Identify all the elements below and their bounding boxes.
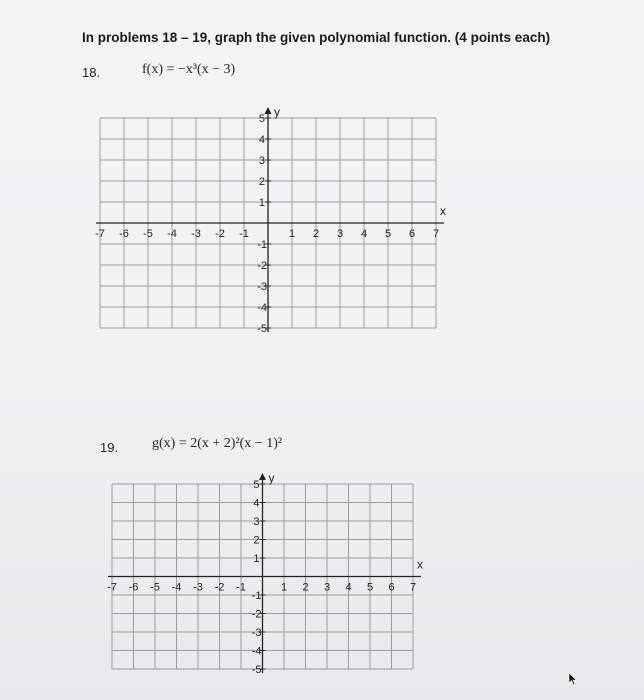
y-tick-label: -1 <box>251 590 262 602</box>
x-tick-label: -5 <box>150 581 160 594</box>
x-axis-label: x <box>417 557 423 572</box>
y-tick-label: 5 <box>253 479 260 491</box>
x-tick-label: 3 <box>323 581 331 594</box>
problem-18-number: 18. <box>82 65 101 80</box>
x-tick-label: 6 <box>388 581 395 594</box>
y-tick-label: 5 <box>258 113 265 125</box>
y-axis-label: y <box>268 471 275 485</box>
x-tick-label: -7 <box>107 581 117 594</box>
y-tick-label: 3 <box>258 155 265 167</box>
x-tick-label: 7 <box>409 581 417 594</box>
x-tick-label: -3 <box>193 581 203 594</box>
y-tick-label: -2 <box>257 260 267 272</box>
y-tick-label: 1 <box>258 197 265 209</box>
x-tick-label: -5 <box>143 228 153 240</box>
x-tick-label: -1 <box>236 581 246 594</box>
y-tick-label: 4 <box>258 134 265 146</box>
problem-18-function: f(x) = −x³(x − 3) <box>142 62 236 77</box>
y-tick-label: 2 <box>253 534 260 547</box>
y-tick-label: 4 <box>253 497 260 510</box>
x-tick-label: 4 <box>360 228 368 240</box>
x-tick-label: -4 <box>167 228 177 240</box>
x-tick-label: 1 <box>288 228 296 240</box>
y-tick-label: -4 <box>257 302 267 314</box>
x-tick-label: -2 <box>215 228 225 240</box>
y-tick-label: 1 <box>253 553 260 565</box>
y-tick-label: -2 <box>251 608 262 621</box>
y-tick-label: -3 <box>251 627 262 639</box>
y-axis-arrow-icon <box>259 473 266 480</box>
x-tick-label: 1 <box>280 581 288 594</box>
x-tick-label: -1 <box>239 228 249 240</box>
y-tick-label: -3 <box>257 281 267 293</box>
x-tick-label: 6 <box>408 228 416 240</box>
x-tick-label: -6 <box>119 228 129 240</box>
x-tick-label: -3 <box>191 228 201 240</box>
problem-18-coordinate-grid[interactable] <box>95 100 446 342</box>
mouse-cursor-icon <box>568 672 578 686</box>
y-axis-arrow-icon <box>265 107 272 114</box>
y-axis-label: y <box>274 105 280 119</box>
problem-19-function: g(x) = 2(x + 2)²(x − 1)² <box>152 436 283 451</box>
y-tick-label: -1 <box>257 239 267 251</box>
problem-19-coordinate-grid[interactable] <box>106 468 436 682</box>
x-tick-label: 4 <box>345 581 352 594</box>
x-tick-label: 5 <box>366 581 374 594</box>
y-tick-label: -5 <box>257 323 267 335</box>
x-tick-label: 2 <box>302 581 309 594</box>
x-tick-label: -2 <box>214 581 225 594</box>
x-tick-label: -4 <box>171 581 182 594</box>
y-tick-label: 3 <box>253 516 260 528</box>
x-tick-label: 5 <box>384 228 392 240</box>
x-tick-label: -7 <box>95 228 105 240</box>
x-tick-label: 2 <box>312 228 320 240</box>
x-tick-label: -6 <box>128 581 139 594</box>
problem-19-number: 19. <box>100 440 119 455</box>
x-tick-label: 3 <box>336 228 344 240</box>
instructions-heading: In problems 18 – 19, graph the given polynomial function. (4 points each) <box>82 30 551 45</box>
x-tick-label: 7 <box>432 228 440 240</box>
y-tick-label: -4 <box>251 645 262 658</box>
y-tick-label: -5 <box>251 664 262 676</box>
y-tick-label: 2 <box>258 176 265 188</box>
x-axis-label: x <box>440 204 446 218</box>
